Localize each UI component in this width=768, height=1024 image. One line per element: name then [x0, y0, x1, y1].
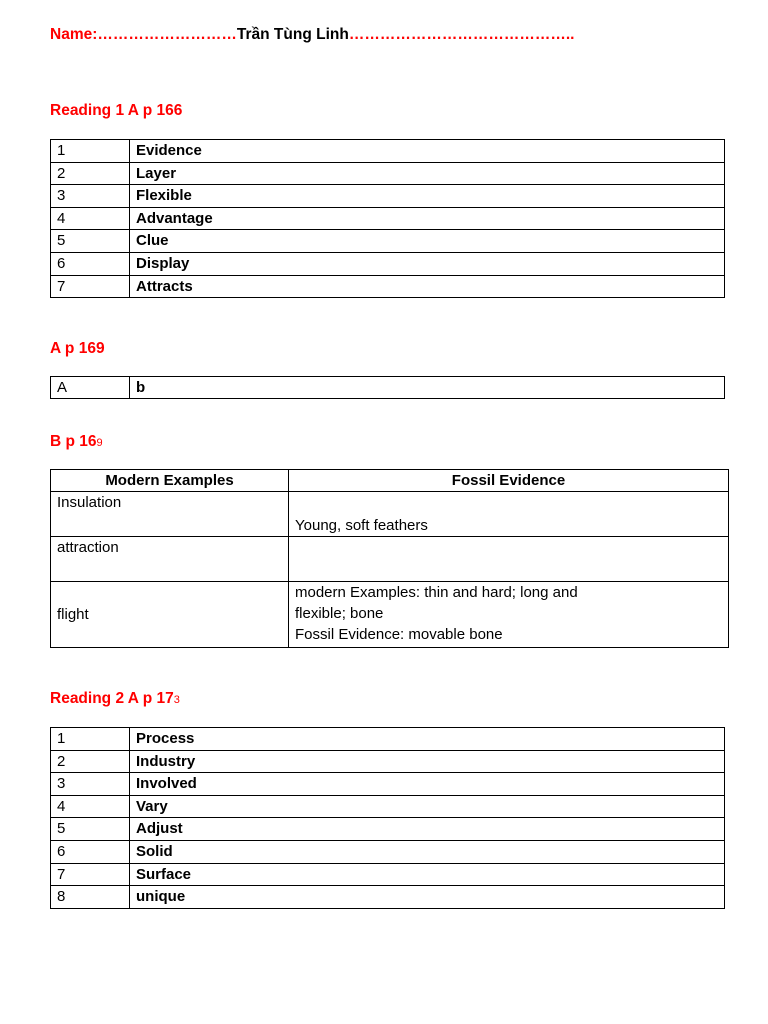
table-row [51, 582, 729, 648]
table-row [51, 140, 725, 163]
modern-cell: attraction [51, 537, 289, 582]
table-row [51, 252, 725, 275]
row-number: 3 [51, 185, 130, 208]
row-number: 5 [51, 818, 130, 841]
row-number: 2 [51, 750, 130, 773]
row-number: 1 [51, 728, 130, 751]
modern-cell: Insulation [51, 492, 289, 537]
table-row [51, 840, 725, 863]
row-number: 3 [51, 773, 130, 796]
table-row [51, 863, 725, 886]
row-word: Display [130, 252, 725, 275]
section4-title [50, 690, 180, 708]
section1-table [50, 139, 725, 298]
table-row [51, 818, 725, 841]
table-row [51, 377, 725, 399]
cell-b: b [130, 377, 725, 399]
table-header-row [51, 470, 729, 492]
fossil-line: Fossil Evidence: movable bone [295, 626, 503, 643]
cell-a: A [51, 377, 130, 399]
section4-title-small: 3 [173, 694, 180, 706]
row-number: 8 [51, 886, 130, 909]
table-row [51, 750, 725, 773]
student-name: Trần Tùng Linh [236, 26, 349, 43]
row-number: 6 [51, 840, 130, 863]
row-number: 4 [51, 795, 130, 818]
section3-title-main: B p 16 [50, 433, 97, 450]
section3-title-small: 9 [96, 437, 103, 449]
row-word: Vary [130, 795, 725, 818]
section2-title: A p 169 [50, 340, 105, 357]
row-word: Flexible [130, 185, 725, 208]
table-row [51, 492, 729, 537]
modern-cell: flight [51, 582, 289, 648]
name-line [50, 26, 574, 44]
table-row [51, 185, 725, 208]
name-label: Name:……………………… [50, 26, 237, 43]
table-row [51, 795, 725, 818]
row-word: Involved [130, 773, 725, 796]
row-word: Surface [130, 863, 725, 886]
section3-title [50, 433, 103, 451]
fossil-cell: Young, soft feathers [289, 492, 729, 537]
row-word: Clue [130, 230, 725, 253]
row-number: 7 [51, 863, 130, 886]
row-word: Process [130, 728, 725, 751]
row-word: unique [130, 886, 725, 909]
section4-table [50, 727, 725, 909]
table-row [51, 773, 725, 796]
row-word: Evidence [130, 140, 725, 163]
fossil-line: modern Examples: thin and hard; long and [295, 584, 578, 601]
row-number: 2 [51, 162, 130, 185]
header-fossil-evidence: Fossil Evidence [289, 470, 729, 492]
row-number: 1 [51, 140, 130, 163]
table-row [51, 207, 725, 230]
row-number: 4 [51, 207, 130, 230]
row-number: 7 [51, 275, 130, 298]
row-word: Advantage [130, 207, 725, 230]
comparison-table [50, 469, 729, 648]
table-row [51, 886, 725, 909]
table-row [51, 537, 729, 582]
section4-title-main: Reading 2 A p 17 [50, 690, 174, 707]
section1-title: Reading 1 A p 166 [50, 102, 183, 119]
row-number: 6 [51, 252, 130, 275]
name-trail: …………………………………….. [348, 26, 575, 43]
header-modern-examples: Modern Examples [51, 470, 289, 492]
row-word: Solid [130, 840, 725, 863]
row-word: Attracts [130, 275, 725, 298]
table-row [51, 728, 725, 751]
row-word: Adjust [130, 818, 725, 841]
fossil-cell [289, 582, 729, 648]
row-word: Layer [130, 162, 725, 185]
section2-table [50, 376, 725, 399]
table-row [51, 275, 725, 298]
table-row [51, 230, 725, 253]
row-word: Industry [130, 750, 725, 773]
fossil-line: flexible; bone [295, 605, 384, 622]
fossil-cell [289, 537, 729, 582]
row-number: 5 [51, 230, 130, 253]
table-row [51, 162, 725, 185]
